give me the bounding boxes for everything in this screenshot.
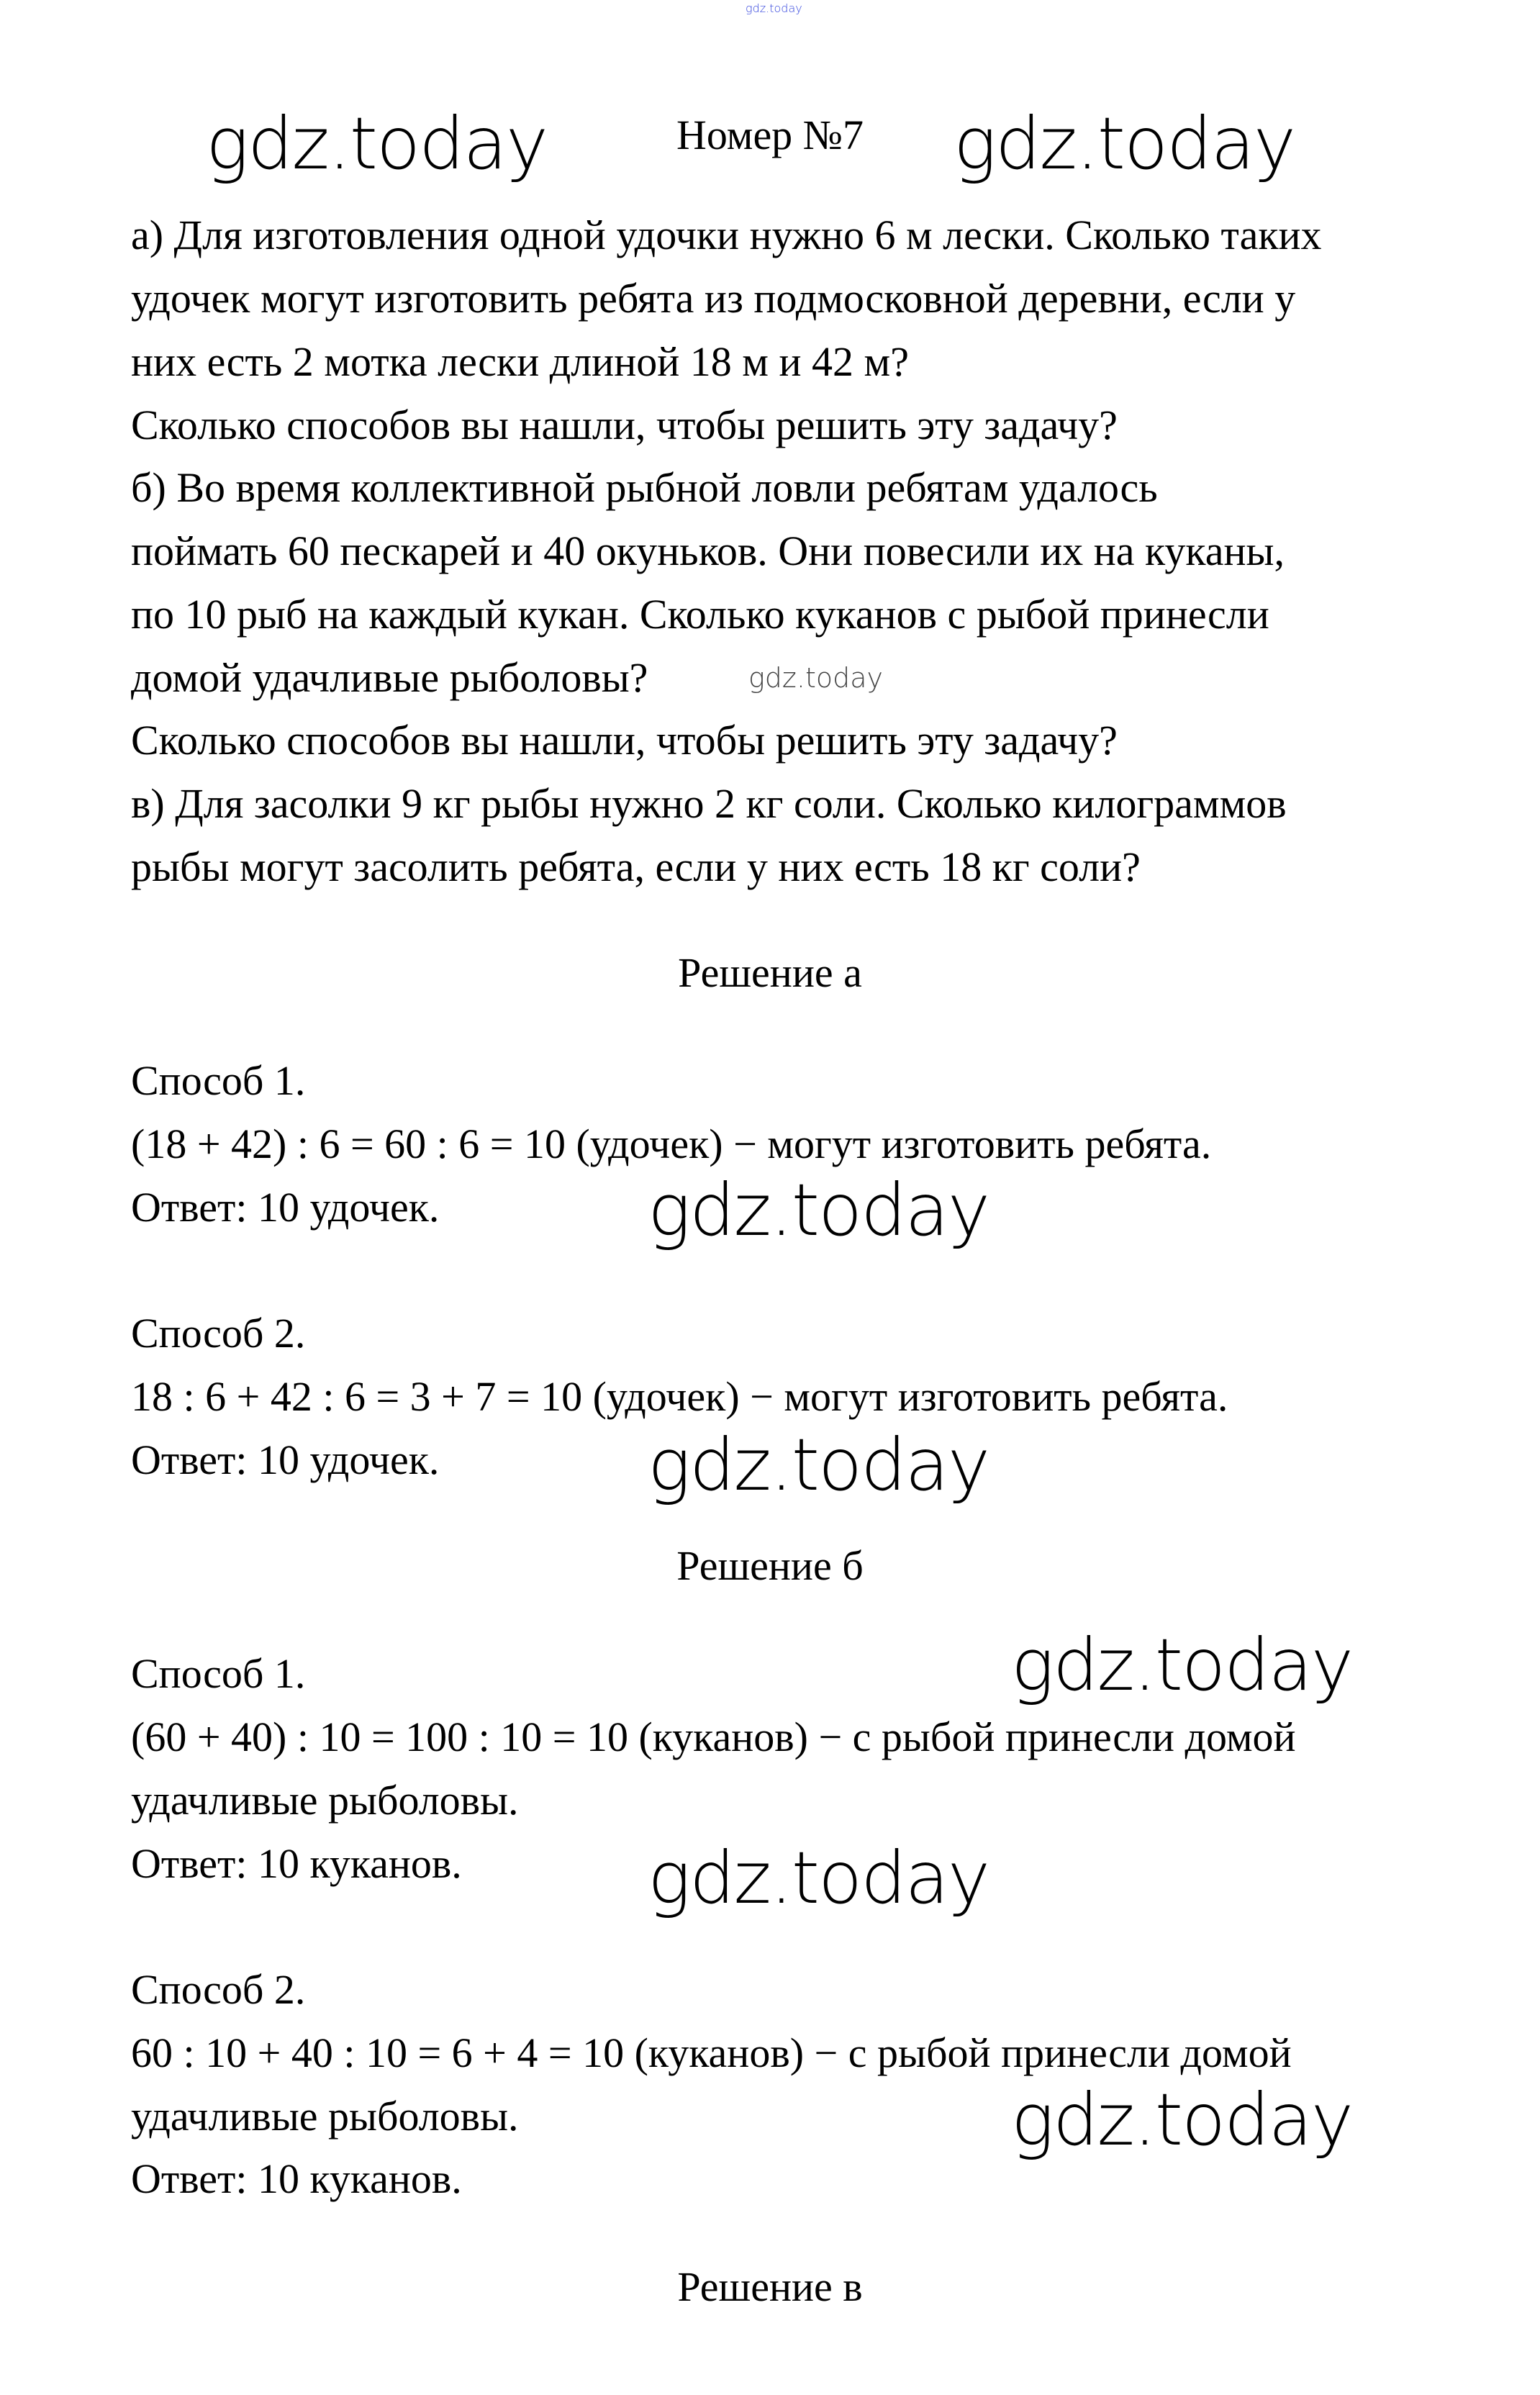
watermark: gdz.today [648, 1423, 989, 1507]
problem-line: домой удачливые рыболовы? [131, 654, 648, 701]
solution-c-heading: Решение в [677, 2263, 863, 2310]
method-label: Способ 1. [131, 1650, 306, 1697]
method-label: Способ 2. [131, 1966, 306, 2013]
solution-line: (18 + 42) : 6 = 60 : 6 = 10 (удочек) − могут изготовить ребята. [131, 1120, 1212, 1167]
solution-b-heading: Решение б [676, 1542, 864, 1589]
problem-line: них есть 2 мотка лески длиной 18 м и 42 м? [131, 338, 909, 385]
solution-line: удачливые рыболовы. [131, 2093, 519, 2140]
watermark: gdz.today [648, 1168, 989, 1252]
watermark: gdz.today [748, 662, 883, 694]
problem-line: а) Для изготовления одной удочки нужно 6 м лески. Сколько таких [131, 212, 1322, 258]
problem-line: Сколько способов вы нашли, чтобы решить эту задачу? [131, 717, 1118, 764]
solution-line: (60 + 40) : 10 = 100 : 10 = 10 (куканов) − с рыбой принесли домой [131, 1713, 1296, 1760]
solution-line: 60 : 10 + 40 : 10 = 6 + 4 = 10 (куканов) − с рыбой принесли домой [131, 2029, 1292, 2076]
problem-title: Номер №7 [676, 112, 864, 158]
solution-line: 18 : 6 + 42 : 6 = 3 + 7 = 10 (удочек) − могут изготовить ребята. [131, 1373, 1228, 1420]
watermark: gdz.today [1011, 1623, 1353, 1707]
answer-line: Ответ: 10 удочек. [131, 1184, 440, 1231]
watermark: gdz.today [648, 1836, 989, 1920]
answer-line: Ответ: 10 удочек. [131, 1436, 440, 1483]
problem-line: в) Для засолки 9 кг рыбы нужно 2 кг соли. Сколько килограммов [131, 780, 1287, 827]
problem-line: по 10 рыб на каждый кукан. Сколько куканов с рыбой принесли [131, 591, 1269, 638]
watermark: gdz.today [1011, 2078, 1353, 2162]
watermark-top: gdz.today [746, 1, 802, 15]
solution-line: удачливые рыболовы. [131, 1777, 519, 1824]
problem-line: б) Во время коллективной рыбной ловли ребятам удалось [131, 464, 1158, 511]
problem-line: рыбы могут засолить ребята, если у них есть 18 кг соли? [131, 843, 1141, 890]
watermark: gdz.today [954, 101, 1295, 186]
method-label: Способ 1. [131, 1057, 306, 1104]
answer-line: Ответ: 10 куканов. [131, 2155, 462, 2202]
problem-line: Сколько способов вы нашли, чтобы решить эту задачу? [131, 402, 1118, 448]
problem-line: удочек могут изготовить ребята из подмосковной деревни, если у [131, 275, 1296, 322]
watermark: gdz.today [206, 101, 548, 186]
problem-line: поймать 60 пескарей и 40 окуньков. Они повесили их на куканы, [131, 528, 1285, 574]
method-label: Способ 2. [131, 1310, 306, 1357]
answer-line: Ответ: 10 куканов. [131, 1840, 462, 1887]
solution-a-heading: Решение а [678, 949, 862, 996]
